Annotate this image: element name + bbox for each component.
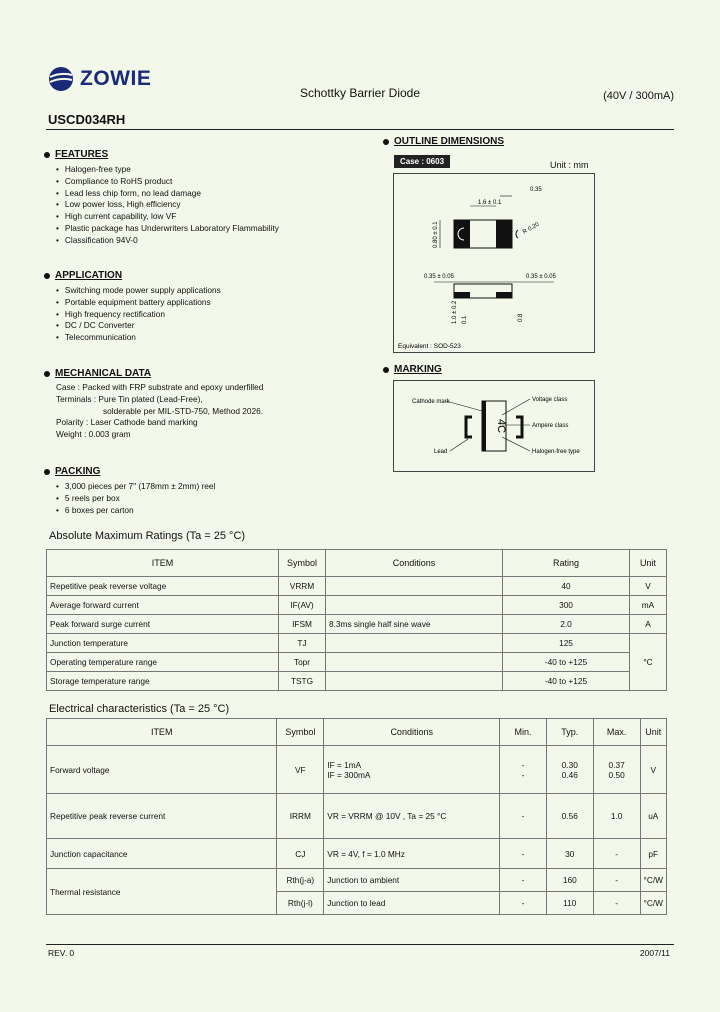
table-cell: 110 [546, 892, 593, 915]
svg-text:0.35 ± 0.05: 0.35 ± 0.05 [526, 274, 556, 280]
application-list [56, 285, 221, 344]
cathode-mark-label: Cathode mark [412, 399, 450, 405]
table-cell: Peak forward surge current [47, 615, 279, 634]
table-cell: Topr [279, 653, 326, 672]
table-cell: uA [640, 794, 666, 839]
svg-text:1.6 ± 0.1: 1.6 ± 0.1 [478, 200, 502, 206]
table-cell: 30 [546, 839, 593, 869]
packing-list [56, 481, 215, 516]
table-cell: TSTG [279, 672, 326, 691]
col-header: Unit [640, 719, 666, 746]
list-item: • Switching mode power supply applications [56, 285, 221, 297]
col-header: Rating [503, 550, 630, 577]
table-cell: VF [277, 746, 324, 794]
col-header: Conditions [326, 550, 503, 577]
table-row [47, 672, 667, 691]
table-row [47, 653, 667, 672]
abs-max-table [46, 549, 667, 691]
table-cell: -40 to +125 [503, 653, 630, 672]
package-outline-drawing [394, 174, 594, 352]
table-cell: 8.3ms single half sine wave [326, 615, 503, 634]
table-cell: Repetitive peak reverse current [47, 794, 277, 839]
document-title: Schottky Barrier Diode [299, 86, 421, 100]
outline-drawing [393, 173, 595, 353]
table-row [47, 577, 667, 596]
table-cell: Operating temperature range [47, 653, 279, 672]
table-cell: 2.0 [503, 615, 630, 634]
svg-text:0.8: 0.8 [518, 313, 524, 322]
table-cell: Junction to ambient [324, 869, 500, 892]
mechanical-line: Case : Packed with FRP substrate and epoxy underfilled [56, 382, 264, 392]
table-row [47, 869, 667, 892]
svg-text:0.80 ± 0.1: 0.80 ± 0.1 [433, 221, 439, 248]
table-cell [546, 746, 593, 794]
list-item: • High current capability, low VF [56, 211, 279, 223]
table-cell: Rth(j-a) [277, 869, 324, 892]
table-cell: - [500, 794, 547, 839]
list-item: • Portable equipment battery applications [56, 297, 221, 309]
application-heading: APPLICATION [44, 270, 122, 281]
table-row [47, 746, 667, 794]
list-item: • 6 boxes per carton [56, 505, 215, 517]
list-item: • Low power loss, High efficiency [56, 199, 279, 211]
table-cell: pF [640, 839, 666, 869]
table-cell: TJ [279, 634, 326, 653]
table-cell: - [593, 892, 640, 915]
header-divider [46, 129, 674, 130]
table-cell: °C/W [640, 869, 666, 892]
marking-drawing [393, 380, 595, 472]
mechanical-heading: MECHANICAL DATA [44, 368, 151, 379]
table-cell: Junction capacitance [47, 839, 277, 869]
table-cell: VRRM [279, 577, 326, 596]
outline-heading: OUTLINE DIMENSIONS [383, 136, 504, 147]
ampere-class-label: Ampere class [532, 423, 569, 429]
marking-heading: MARKING [383, 364, 442, 375]
table-cell: 0.30 [561, 759, 578, 770]
table-cell: °C/W [640, 892, 666, 915]
col-header: Conditions [324, 719, 500, 746]
svg-text:0.35 ± 0.05: 0.35 ± 0.05 [424, 274, 454, 280]
mechanical-data [56, 382, 263, 441]
mechanical-line: solderable per MIL-STD-750, Method 2026. [103, 405, 264, 416]
case-tag: Case : 0603 [394, 155, 450, 168]
list-item: • Compliance to RoHS product [56, 176, 279, 188]
table-row [47, 634, 667, 653]
table-cell: IF = 1mA [327, 759, 362, 770]
table-cell: IF = 300mA [327, 769, 371, 780]
svg-text:0.35: 0.35 [530, 187, 542, 193]
packing-heading: PACKING [44, 466, 100, 477]
table-cell: CJ [277, 839, 324, 869]
unit-label: Unit : mm [550, 160, 589, 170]
col-header: Symbol [277, 719, 324, 746]
col-header: ITEM [47, 719, 277, 746]
list-item: • High frequency rectification [56, 309, 221, 321]
revision: REV. 0 [48, 948, 75, 958]
features-heading: FEATURES [44, 149, 108, 160]
marking-diagram [394, 381, 594, 471]
table-cell: °C [630, 634, 667, 691]
table-cell: Forward voltage [47, 746, 277, 794]
svg-text:0.1: 0.1 [462, 315, 468, 324]
table-cell: IFSM [279, 615, 326, 634]
list-item: • 5 reels per box [56, 493, 215, 505]
table-cell [326, 653, 503, 672]
col-header: Max. [593, 719, 640, 746]
table-cell [326, 634, 503, 653]
table-cell: 160 [546, 869, 593, 892]
footer-divider [46, 944, 674, 945]
halogen-free-label: Halogen-free type [532, 449, 580, 455]
table-cell: Storage temperature range [47, 672, 279, 691]
table-cell [500, 746, 547, 794]
table-cell [326, 672, 503, 691]
table-cell [593, 746, 640, 794]
features-list [56, 164, 279, 247]
list-item: • Halogen-free type [56, 164, 279, 176]
col-header: Unit [630, 550, 667, 577]
table-cell: Junction temperature [47, 634, 279, 653]
lead-label: Lead [434, 449, 448, 455]
col-header: Min. [500, 719, 547, 746]
marking-code: 4C [495, 418, 507, 434]
table-cell: A [630, 615, 667, 634]
table-cell: Junction to lead [324, 892, 500, 915]
table-cell: -40 to +125 [503, 672, 630, 691]
table-row [47, 596, 667, 615]
table-cell: Thermal resistance [47, 869, 277, 915]
brand-name: ZOWIE [80, 67, 152, 90]
col-header: Symbol [279, 550, 326, 577]
table-cell: Rth(j-l) [277, 892, 324, 915]
elec-title: Electrical characteristics (Ta = 25 °C) [49, 703, 230, 715]
list-item: • Plastic package has Underwriters Laboratory Flammability [56, 223, 279, 235]
table-cell [326, 596, 503, 615]
elec-table [46, 718, 667, 915]
table-row [47, 615, 667, 634]
list-item: • Lead less chip form, no lead damage [56, 188, 279, 200]
table-cell: - [521, 769, 525, 780]
table-cell: IRRM [277, 794, 324, 839]
table-cell: Repetitive peak reverse voltage [47, 577, 279, 596]
mechanical-line: Polarity : Laser Cathode band marking [56, 417, 198, 428]
mechanical-line: Terminals : Pure Tin plated (Lead-Free), [56, 393, 203, 404]
table-cell: 300 [503, 596, 630, 615]
col-header: Typ. [546, 719, 593, 746]
svg-text:R 0.20: R 0.20 [522, 221, 541, 236]
table-cell: IF(AV) [279, 596, 326, 615]
voltage-class-label: Voltage class [532, 397, 568, 403]
col-header: ITEM [47, 550, 279, 577]
table-cell: 0.46 [561, 769, 578, 780]
table-cell: VR = VRRM @ 10V , Ta = 25 °C [324, 794, 500, 839]
list-item: • DC / DC Converter [56, 320, 221, 332]
table-cell [326, 577, 503, 596]
table-row [47, 839, 667, 869]
list-item: • 3,000 pieces per 7" (178mm ± 2mm) reel [56, 481, 215, 493]
abs-max-title: Absolute Maximum Ratings (Ta = 25 °C) [49, 530, 246, 542]
mechanical-line: Weight : 0.003 gram [56, 429, 131, 440]
table-cell: V [630, 577, 667, 596]
table-cell: 40 [503, 577, 630, 596]
table-cell: V [640, 746, 666, 794]
table-cell: - [500, 839, 547, 869]
table-cell: - [521, 759, 525, 770]
table-cell: 125 [503, 634, 630, 653]
table-cell: 0.37 [608, 759, 625, 770]
table-cell: - [500, 892, 547, 915]
table-cell: Average forward current [47, 596, 279, 615]
rating-summary: (40V / 300mA) [603, 90, 674, 102]
list-item: • Telecommunication [56, 332, 221, 344]
table-cell [324, 746, 500, 794]
table-cell: 0.50 [608, 769, 625, 780]
table-cell: - [500, 869, 547, 892]
table-cell: - [593, 839, 640, 869]
table-cell: - [593, 869, 640, 892]
part-number: USCD034RH [48, 112, 126, 127]
svg-text:1.0 ± 0.2: 1.0 ± 0.2 [452, 300, 458, 324]
equivalent-label: Equivalent : SOD-523 [398, 343, 461, 350]
table-cell: VR = 4V, f = 1.0 MHz [324, 839, 500, 869]
table-row [47, 794, 667, 839]
date: 2007/11 [639, 948, 670, 958]
table-cell: mA [630, 596, 667, 615]
table-cell: 1.0 [593, 794, 640, 839]
table-cell: 0.56 [546, 794, 593, 839]
list-item: • Classification 94V-0 [56, 235, 279, 247]
